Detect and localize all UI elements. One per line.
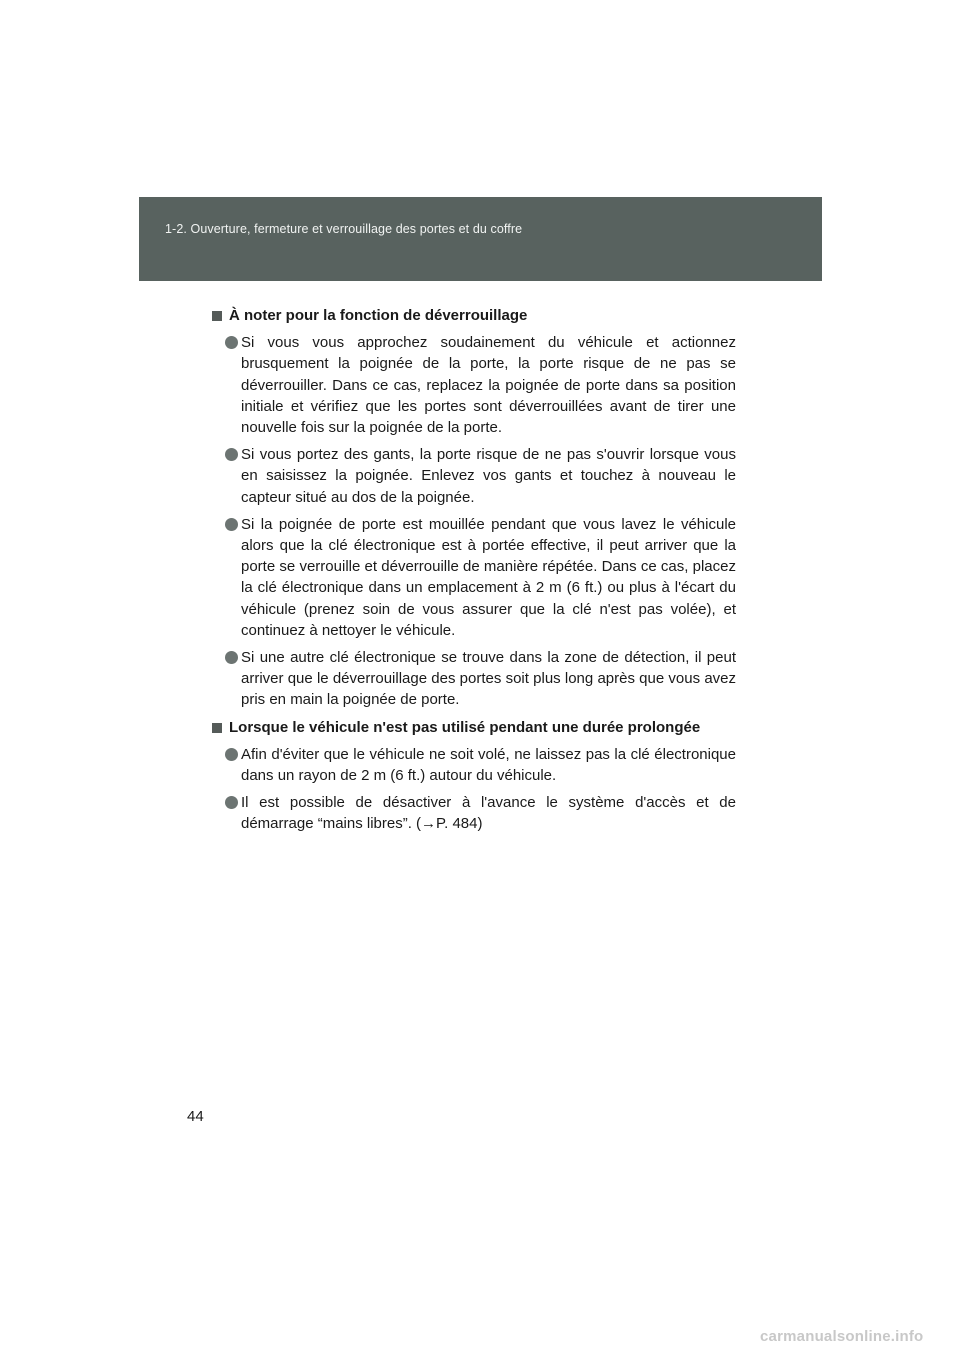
page-content [212,305,736,841]
round-bullet-icon [225,748,238,761]
list-item [212,744,736,786]
round-bullet-icon [225,518,238,531]
list-item [212,444,736,508]
list-item-text: Si une autre clé électronique se trouve dans la zone de détection, il peut arriver que le déverrouillage des portes soit plus long après que vous avez pris en main la poignée de porte. [241,649,736,709]
round-bullet-icon [225,448,238,461]
round-bullet-icon [225,796,238,809]
section-heading-text: À noter pour la fonction de déverrouillage [229,307,528,324]
chapter-title: 1-2. Ouverture, fermeture et verrouillage des portes et du coffre [165,222,523,236]
list-item [212,647,736,711]
list-item-text: Si vous portez des gants, la porte risque de ne pas s'ouvrir lorsque vous en saisissez la poignée. Enlevez vos gants et touchez à nouveau le capteur situé au dos de la poignée. [241,446,736,506]
square-bullet-icon [212,311,222,321]
list-item [212,792,736,834]
list-item-text: Si vous vous approchez soudainement du véhicule et actionnez brusquement la poignée de la porte, la porte risque de ne pas se déverrouiller. Dans ce cas, replacez la poignée de porte dans sa position initiale et vérifiez que les portes sont déverrouillées avant de tirer une nouvelle fois sur la poignée de la porte. [241,334,736,437]
chapter-header-band [139,197,822,281]
round-bullet-icon [225,651,238,664]
list-item-text: Si la poignée de porte est mouillée pendant que vous lavez le véhicule alors que la clé électronique est à portée effective, il peut arriver que la porte se verrouille et déverrouille de manière répétée. Dans ce cas, placez la clé électronique dans un emplacement à 2 m (6 ft.) ou plus à l'écart du véhicule (prenez soin de vous assurer que la clé n'est pas volée), et continuez à nettoyer le véhicule. [241,515,736,639]
section-heading [212,305,736,326]
list-item-text: Afin d'éviter que le véhicule ne soit volé, ne laissez pas la clé électronique dans un rayon de 2 m (6 ft.) autour du véhicule. [241,745,736,785]
watermark: carmanualsonline.info [760,1328,924,1345]
page-number: 44 [187,1108,204,1125]
list-item [212,514,736,641]
section-heading [212,717,736,738]
round-bullet-icon [225,336,238,349]
section-heading-text: Lorsque le véhicule n'est pas utilisé pendant une durée prolongée [229,718,701,736]
list-item [212,332,736,438]
list-item-text: Il est possible de désactiver à l'avance le système d'accès et de démarrage “mains libres”. (→P. 484) [241,794,736,833]
square-bullet-icon [212,723,222,733]
